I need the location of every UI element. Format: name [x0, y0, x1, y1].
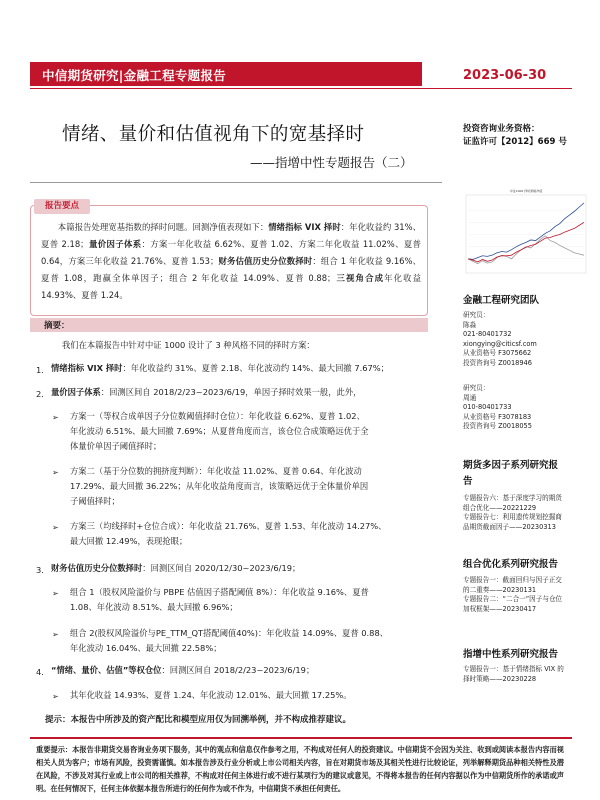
series-1-report-2-line-2: 品期货截面因子——20230313 — [463, 522, 556, 531]
item-4-sub-1: 其年化收益 14.93%、夏普 1.24、年化波动 12.01%、最大回撤 17.25%。 — [70, 690, 352, 700]
chart-series-line — [468, 236, 584, 264]
chart-title: 中证1000 择时策略净值 — [509, 189, 543, 193]
item-2-text: ：回测区间自 2018/2/23~2023/6/19，单因子择时效果一般，此外， — [100, 387, 362, 397]
series-2-report-2-line-2: 加权框架——20230417 — [463, 604, 537, 613]
item-3-sub-1-line-1: 组合 1（股权风险溢价与 PBPE 估值因子搭配阈值 8%）：年化收益 9.16%、夏普 — [70, 587, 369, 597]
item-1 — [51, 361, 389, 376]
researcher-2-cert-1: 从业资格号 F3078183 — [463, 412, 532, 421]
footer-disclaimer: 重要提示：本报告非期货交易咨询业务项下服务，其中的观点和信息仅作参考之用，不构成对任何人的投资建议。中信期货不会因为关注、收到或阅读本报告内容而视相关人员为客户；市场有风险，投资需谨慎。如本报告涉及行业分析或上市公司相关内容，旨在对期货市场及其相关性进行比较论证，列举解释期货品种相关特性及潜在风险，不涉及对其行业或上市公司的相关推荐，不构成对任何主体进行或不进行某项行为的建议或意见，不得将本报告的任何内容据以作为中信期货所作的承诺或声明。在任何情况下，任何主体依据本报告所进行的任何作为或不作为，中信期货不承担任何责任。 — [36, 745, 564, 793]
item-3-sub-1 — [70, 585, 440, 615]
summary-bold-3: 财务估值历史分位数择时 — [218, 256, 313, 266]
researcher-2-phone: 010-80401733 — [463, 403, 512, 412]
item-2-sub-3-line-1: 方案三（均线择时+仓位合成）：年化收益 21.76%、夏普 1.53、年化波动 14.27%、 — [70, 521, 387, 531]
item-4-number: 4. — [36, 667, 44, 677]
summary-tab: 报告要点 — [34, 199, 90, 214]
item-2-sub-2-line-2: 17.29%、最大回撤 36.22%；从年化收益角度而言，该策略远优于全体量价单因 — [70, 481, 369, 491]
item-3-title: 财务估值历史分位数择时 — [51, 563, 143, 573]
item-4 — [51, 663, 314, 678]
item-2-sub-3-line-2: 最大回撤 12.49%，表现抢眼； — [70, 536, 188, 546]
item-3 — [51, 561, 300, 576]
title-divider — [30, 182, 442, 183]
series-1-report-2-line-1: 专题报告七：利用遗传规划挖掘商 — [463, 513, 562, 522]
item-2-sub-3 — [70, 519, 440, 549]
report-date: 2023-06-30 — [463, 68, 547, 83]
series-2-title: 组合优化系列研究报告 — [463, 559, 559, 570]
header-brand: 中信期货研究|金融工程专题报告 — [42, 68, 227, 83]
arrow-bullet-icon: ➢ — [52, 523, 59, 532]
item-2-sub-2-line-3: 子阈值择时； — [70, 496, 120, 506]
abstract-intro: 我们在本篇报告中针对中证 1000 设计了 3 种风格不同的择时方案： — [62, 340, 315, 350]
team-title: 金融工程研究团队 — [463, 295, 540, 306]
arrow-bullet-icon: ➢ — [52, 630, 59, 639]
item-2-sub-2-line-1: 方案二（基于分位数的拥挤度判断）：年化收益 11.02%、夏普 0.64、年化波动 — [70, 466, 362, 476]
series-1-report-1-line-1: 专题报告六：基于深度学习的期货 — [463, 494, 562, 502]
researcher-2-role: 研究员： — [463, 384, 490, 392]
item-2-sub-1-line-3: 体量价单因子阈值择时； — [70, 441, 162, 451]
series-3-title: 指增中性系列研究报告 — [463, 649, 559, 660]
series-1-title-line-1: 期货多因子系列研究报 — [463, 460, 559, 471]
item-2 — [51, 385, 361, 400]
summary-text-3: ：方案一年化收益 6.62%、夏普 1.02、方案二年化收益 11.02%、夏普 0.64，方案三年化收益 21.76%、夏普 1.53； — [41, 239, 422, 266]
researcher-1-phone: 021-80401732 — [463, 330, 512, 339]
item-3-sub-2-line-1: 组合 2(股权风险溢价与PE_TTM_QT搭配阈值40%)：年化收益 14.09%、夏普 0.88、 — [70, 628, 389, 638]
series-1-reports — [463, 494, 562, 532]
summary-bold-1: 情绪指标 VIX 择时 — [268, 222, 341, 232]
researcher-1-name: 陈淼 — [463, 320, 477, 329]
arrow-bullet-icon: ➢ — [52, 468, 59, 477]
item-2-sub-1-line-1: 方案一（等权合成单因子分位数阈值择时仓位）：年化收益 6.62%、夏普 1.02、 — [70, 411, 365, 421]
item-1-title: 情绪指标 VIX 择时 — [51, 363, 123, 373]
item-2-sub-1 — [70, 409, 440, 454]
item-2-sub-2 — [70, 464, 440, 509]
summary-text-4: ：组合 1 年化收益 9.16%、夏普 1.08，跑赢全体单因子；组合 2 年化收益 14.09%、夏普 0.88； — [41, 256, 421, 283]
abstract-label — [30, 318, 428, 332]
item-1-text: ：年化收益约 31%、夏普 2.18、年化波动约 14%、最大回撤 7.67%； — [122, 363, 389, 373]
series-3-reports — [463, 665, 564, 684]
series-1-title-line-2: 告 — [463, 476, 473, 487]
footer-divider — [30, 737, 572, 739]
arrow-bullet-icon: ➢ — [52, 413, 59, 422]
summary-text-2: ：年化收益约 31%、夏普 2.18； — [41, 222, 421, 249]
series-2-report-1-line-1: 专题报告一：截面回归与因子正交 — [463, 576, 562, 584]
item-2-sub-1-line-2: 年化波动 6.51%、最大回撤 7.69%；从夏普角度而言，该仓位合成策略远优于全 — [70, 426, 369, 436]
researcher-2-name: 周通 — [463, 393, 477, 402]
item-4-title: “情绪、量价、估值”等权仓位 — [51, 665, 162, 675]
arrow-bullet-icon: ➢ — [52, 589, 59, 598]
cert-line-1: 投资咨询业务资格： — [463, 124, 540, 134]
summary-text-1: 本篇报告处理宽基指数的择时问题。回测净值表现如下： — [57, 222, 269, 232]
researcher-1-email: xiongying@citicsf.com — [463, 339, 537, 348]
researcher-1 — [463, 311, 537, 369]
summary-text-5: 年化收益 14.93%、夏普 1.24。 — [41, 273, 422, 300]
series-1-report-1-line-2: 组合优化——20221229 — [463, 503, 537, 512]
researcher-1-cert-2: 投资咨询号 Z0018946 — [463, 358, 532, 367]
item-3-sub-2-line-2: 年化波动 16.04%、最大回撤 22.58%； — [70, 643, 222, 653]
page-title: 情绪、量价和估值视角下的宽基择时 — [62, 124, 365, 145]
page-subtitle: ——指增中性专题报告（二） — [250, 155, 413, 170]
cert-line-2: 证监许可【2012】669 号 — [463, 137, 567, 147]
series-3-report-1-line-2: 择时策略——20230228 — [463, 674, 537, 683]
researcher-2 — [463, 384, 532, 432]
item-3-text: ：回测区间自 2020/12/30~2023/6/19； — [142, 563, 301, 573]
series-2-report-1-line-2: 的二重奏——20230131 — [463, 585, 537, 594]
header-bar — [30, 62, 422, 86]
researcher-1-cert-1: 从业资格号 F3075662 — [463, 349, 532, 358]
item-2-number: 2. — [36, 389, 44, 399]
series-2-report-2-line-1: 专题报告二：“二合一”因子与仓位 — [463, 595, 563, 604]
item-3-sub-2 — [70, 626, 440, 656]
summary-text — [41, 219, 421, 304]
item-4-text: ：回测区间自 2018/2/23~2023/6/19； — [161, 665, 315, 675]
item-1-number: 1. — [36, 365, 44, 375]
abstract-label-text: 摘要： — [44, 321, 70, 331]
header-divider — [30, 88, 572, 89]
researcher-2-cert-2: 投资咨询号 Z0018055 — [463, 422, 532, 431]
researcher-1-role: 研究员： — [463, 311, 490, 319]
item-3-number: 3. — [36, 565, 44, 575]
cover-line-chart — [462, 188, 590, 278]
summary-bold-4: 三视角合成 — [335, 273, 385, 283]
item-2-title: 量价因子体系 — [51, 387, 101, 397]
summary-bold-2: 量价因子体系 — [88, 239, 142, 249]
certification-info — [463, 123, 567, 149]
arrow-bullet-icon: ➢ — [52, 692, 59, 701]
backtest-note: 提示：本报告中所涉及的资产配比和模型应用仅为回溯举例，并不构成推荐建议。 — [45, 715, 352, 725]
series-2-reports — [463, 576, 562, 614]
item-3-sub-1-line-2: 1.08、年化波动 8.51%、最大回撤 6.96%； — [70, 602, 238, 612]
chart-series-group — [468, 203, 584, 264]
series-3-report-1-line-1: 专题报告一：基于情绪指标 VIX 的 — [463, 665, 564, 673]
series-1-title — [463, 458, 558, 490]
